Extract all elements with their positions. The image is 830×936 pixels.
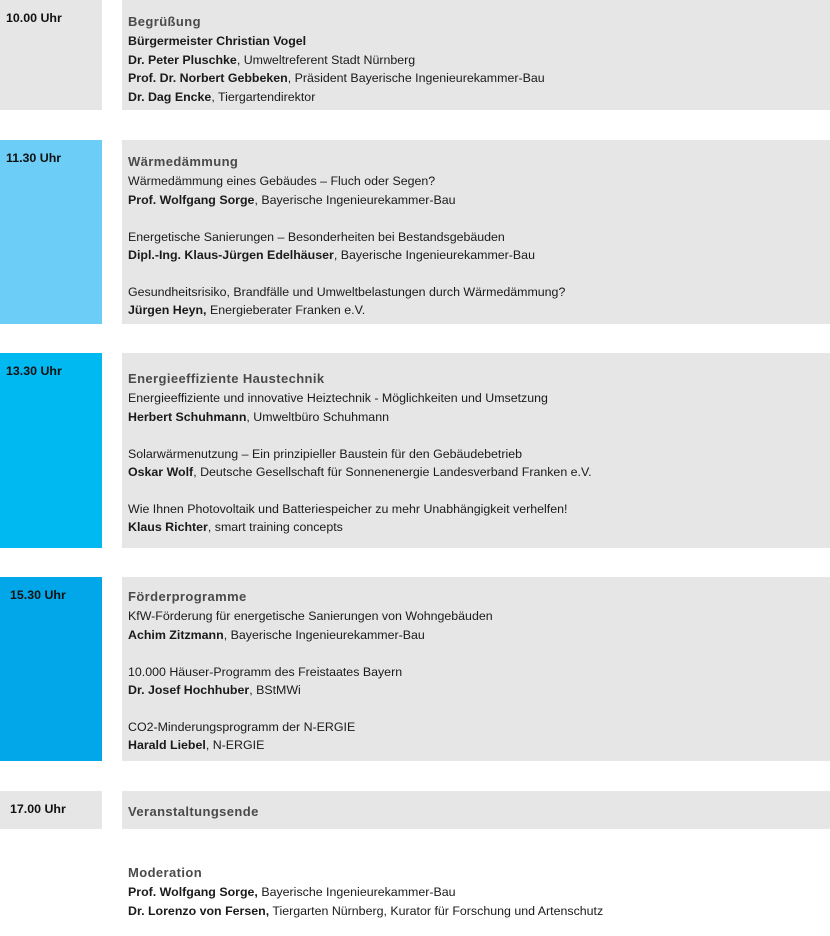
talk-speaker xyxy=(128,191,830,209)
talk-speaker xyxy=(128,246,830,264)
greeter-affiliation: , Tiergartendirektor xyxy=(211,89,316,104)
speaker-name: Jürgen Heyn, xyxy=(128,303,207,318)
speaker-affiliation: , BStMWi xyxy=(249,683,301,698)
talk-topic: Wärmedämmung eines Gebäudes – Fluch oder Segen? xyxy=(128,174,436,189)
talk-topic: Energieeffiziente und innovative Heiztechnik - Möglichkeiten und Umsetzung xyxy=(128,391,548,406)
speaker-name: Klaus Richter xyxy=(128,520,208,535)
talk-topic: Gesundheitsrisiko, Brandfälle und Umweltbelastungen durch Wärmedämmung? xyxy=(128,284,566,299)
talk-speaker xyxy=(128,626,830,644)
moderation-title: Moderation xyxy=(128,865,203,880)
session-content xyxy=(122,791,830,829)
greeter-affiliation: , Umweltreferent Stadt Nürnberg xyxy=(236,52,416,67)
greeter-name: Dr. Peter Pluschke xyxy=(128,52,237,67)
talk-topic: Wie Ihnen Photovoltaik und Batteriespeicher zu mehr Unabhängigkeit verhelfen! xyxy=(128,501,568,516)
moderator xyxy=(128,883,603,901)
speaker-affiliation: , Bayerische Ingenieurekammer-Bau xyxy=(254,192,456,207)
speaker-affiliation: , N-ERGIE xyxy=(205,738,265,753)
talk-speaker xyxy=(128,736,830,754)
talk-speaker xyxy=(128,518,830,536)
session-time: 15.30 Uhr xyxy=(0,577,102,761)
moderator-name: Prof. Wolfgang Sorge, xyxy=(128,885,258,900)
session-time: 11.30 Uhr xyxy=(0,140,102,324)
speaker-affiliation: , Bayerische Ingenieurekammer-Bau xyxy=(223,627,425,642)
session-time: 17.00 Uhr xyxy=(0,791,102,829)
speaker-affiliation: , Bayerische Ingenieurekammer-Bau xyxy=(333,248,535,263)
session-content xyxy=(122,353,830,548)
session-title: Begrüßung xyxy=(128,14,201,29)
speaker-affiliation: Energieberater Franken e.V. xyxy=(206,303,366,318)
talk-speaker xyxy=(128,408,830,426)
session-title: Förderprogramme xyxy=(128,589,247,604)
greeter-name: Bürgermeister Christian Vogel xyxy=(128,34,307,49)
talk-topic: Energetische Sanierungen – Besonderheiten bei Bestandsgebäuden xyxy=(128,229,505,244)
session-time: 13.30 Uhr xyxy=(0,353,102,548)
speaker-name: Dipl.-Ing. Klaus-Jürgen Edelhäuser xyxy=(128,248,334,263)
moderation-section xyxy=(128,864,603,920)
talk-topic: Solarwärmenutzung – Ein prinzipieller Baustein für den Gebäudebetrieb xyxy=(128,446,522,461)
talk-topic: CO2-Minderungsprogramm der N-ERGIE xyxy=(128,719,356,734)
session-content xyxy=(122,0,830,110)
greeter xyxy=(128,51,830,69)
greeter-name: Prof. Dr. Norbert Gebbeken xyxy=(128,71,288,86)
talk-topic: KfW-Förderung für energetische Sanierungen von Wohngebäuden xyxy=(128,609,493,624)
talk-topic: 10.000 Häuser-Programm des Freistaates Bayern xyxy=(128,664,403,679)
session-content xyxy=(122,577,830,761)
speaker-name: Prof. Wolfgang Sorge xyxy=(128,192,255,207)
speaker-affiliation: , Deutsche Gesellschaft für Sonnenenergie Landesverband Franken e.V. xyxy=(193,465,592,480)
speaker-name: Dr. Josef Hochhuber xyxy=(128,683,250,698)
session-title: Energieeffiziente Haustechnik xyxy=(128,371,325,386)
greeter-name: Dr. Dag Encke xyxy=(128,89,212,104)
speaker-name: Oskar Wolf xyxy=(128,465,194,480)
speaker-name: Achim Zitzmann xyxy=(128,627,224,642)
moderator-affiliation: Bayerische Ingenieurekammer-Bau xyxy=(257,885,456,900)
session-content xyxy=(122,140,830,324)
session-time: 10.00 Uhr xyxy=(0,0,102,110)
session-1000 xyxy=(0,0,830,110)
session-1530 xyxy=(0,577,830,761)
talk-speaker xyxy=(128,463,830,481)
moderator-affiliation: Tiergarten Nürnberg, Kurator für Forschung und Artenschutz xyxy=(269,903,604,918)
moderator xyxy=(128,902,603,920)
greeter xyxy=(128,69,830,87)
talk-speaker xyxy=(128,301,830,319)
session-title: Veranstaltungsende xyxy=(128,804,259,819)
greeter xyxy=(128,88,830,106)
speaker-affiliation: , Umweltbüro Schuhmann xyxy=(246,409,389,424)
session-1130 xyxy=(0,140,830,324)
greeter-affiliation: , Präsident Bayerische Ingenieurekammer-Bau xyxy=(287,71,545,86)
moderator-name: Dr. Lorenzo von Fersen, xyxy=(128,903,270,918)
speaker-name: Herbert Schuhmann xyxy=(128,409,247,424)
greeter xyxy=(128,32,830,50)
session-title: Wärmedämmung xyxy=(128,154,239,169)
session-1700 xyxy=(0,791,830,829)
speaker-affiliation: , smart training concepts xyxy=(207,520,343,535)
talk-speaker xyxy=(128,681,830,699)
session-1330 xyxy=(0,353,830,548)
speaker-name: Harald Liebel xyxy=(128,738,206,753)
